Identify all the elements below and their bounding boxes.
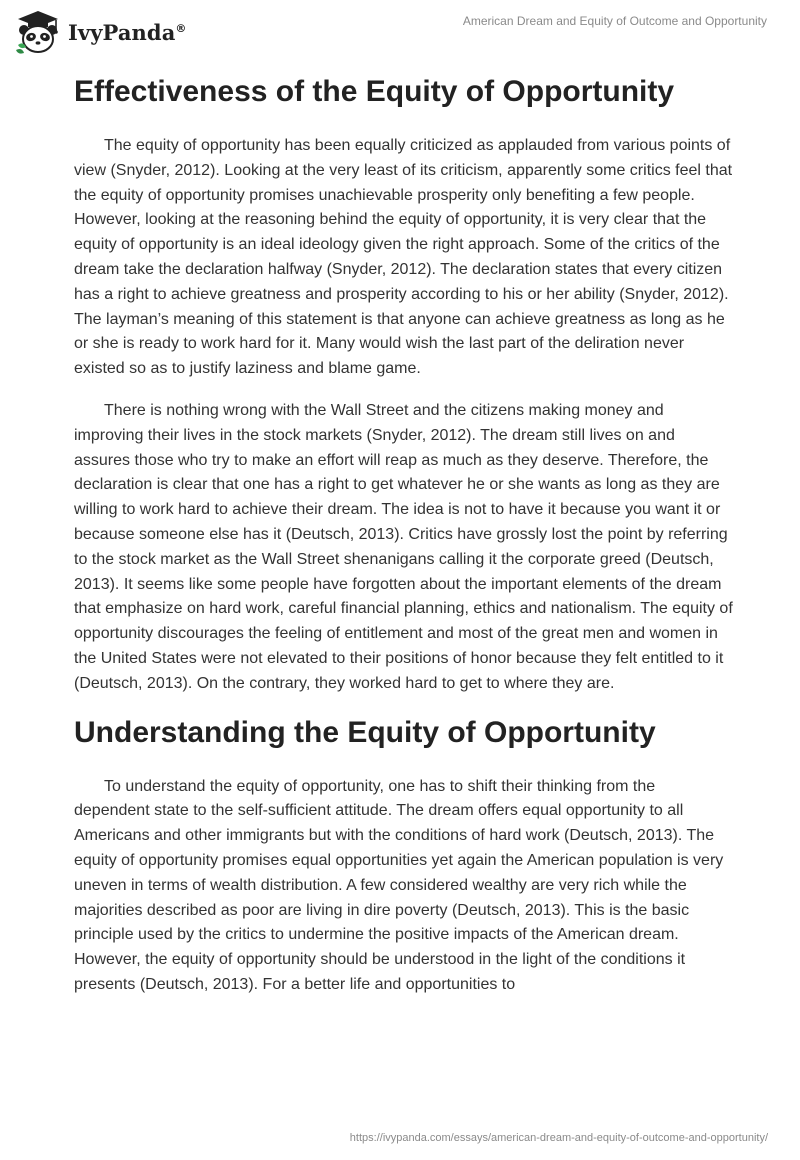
essay-content [74,74,734,998]
registered-mark: ® [175,21,187,35]
section-heading: Effectiveness of the Equity of Opportunity [74,75,675,108]
logo-text: IvyPanda® [68,19,187,45]
page-header [0,0,800,62]
paragraph: The equity of opportunity has been equally criticized as applauded from various points of view (Snyder, 2012). Looking at the very least of its criticism, apparently some critics feel that the equity of opportunity promises unachievable prosperity only benefiting a few people. However, looking at the reasoning behind the equity of opportunity, it is very clear that the equity of opportunity is an ideal ideology given the right approach. Some of the critics of the dream take the declaration halfway (Snyder, 2012). The declaration states that every citizen has a right to achieve greatness and prosperity according to his or her ability (Snyder, 2012). The layman’s meaning of this statement is that anyone can achieve greatness as long as he or she is ready to work hard for it. Many would wish the last part of the deliration never existed so as to justify laziness and blame game. [74,137,733,378]
document-title: American Dream and Equity of Outcome and Opportunity [462,14,767,28]
paragraph: To understand the equity of opportunity, one has to shift their thinking from the dependent state to the self-sufficient attitude. The dream offers equal opportunity to all Americans and other immigrants but with the conditions of hard work (Deutsch, 2013). The equity of opportunity promises equal opportunities yet again the American population is very uneven in terms of wealth distribution. A few considered wealthy are very rich while the majorities described as poor are living in dire poverty (Deutsch, 2013). This is the basic principle used by the critics to undermine the positive impacts of the American dream. However, the equity of opportunity should be understood in the light of the conditions it presents (Deutsch, 2013). For a better life and opportunities to [74,777,724,993]
section-heading: Understanding the Equity of Opportunity [74,715,656,749]
logo[interactable] [14,9,187,55]
panda-logo-icon [14,9,62,55]
paragraph: There is nothing wrong with the Wall Street and the citizens making money and improving their lives in the stock markets (Snyder, 2012). The dream still lives on and assures those who try to make an effort will reap as much as they deserve. Therefore, the declaration is clear that one has a right to get whatever he or she wants as long as they are willing to work hard to achieve their dream. The idea is not to have it because you want it or because someone else has it (Deutsch, 2013). Critics have grossly lost the point by referring to the stock market as the Wall Street shenanigans calling it the corporate greed (Deutsch, 2013). It seems like some people have forgotten about the important elements of the dream that emphasize on hard work, careful financial planning, ethics and nationalism. The equity of opportunity discourages the feeling of entitlement and most of the great men and women in the United States were not elevated to their positions of honor because they felt entitled to it (Deutsch, 2013). On the contrary, they worked hard to get to where they are. [74,401,733,692]
source-url[interactable]: https://ivypanda.com/essays/american-dream-and-equity-of-outcome-and-opportunity/ [349,1132,768,1144]
